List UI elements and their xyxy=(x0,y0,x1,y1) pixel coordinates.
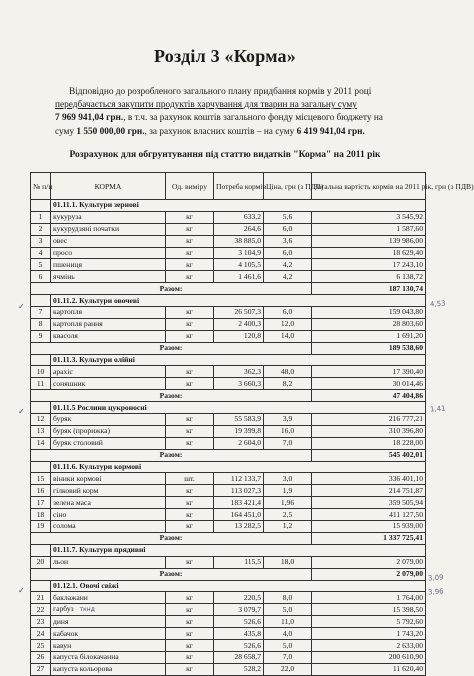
table-row xyxy=(31,604,426,616)
row-need-cell: 26 507,3 xyxy=(214,307,264,319)
row-need-cell: 264,6 xyxy=(214,223,264,235)
row-num-cell: 23 xyxy=(31,616,51,628)
table-row xyxy=(31,473,426,485)
table-row xyxy=(31,271,426,283)
section-total-row xyxy=(31,390,426,402)
section-num-cell xyxy=(31,200,51,212)
table-row xyxy=(31,640,426,652)
row-total-cell: 15 398,50 xyxy=(312,604,426,616)
row-price-cell: 6,0 xyxy=(264,247,312,259)
row-unit-cell: кг xyxy=(166,378,214,390)
section-header-row xyxy=(31,580,426,592)
row-unit-cell: кг xyxy=(166,259,214,271)
row-total-cell: 18 629,40 xyxy=(312,247,426,259)
row-price-cell: 7,0 xyxy=(264,651,312,663)
total-value: 2 079,00 xyxy=(312,568,426,580)
row-total-cell: 2 079,00 xyxy=(312,556,426,568)
table-row xyxy=(31,509,426,521)
row-num-cell: 7 xyxy=(31,307,51,319)
row-need-cell: 3 660,3 xyxy=(214,378,264,390)
row-total-cell: 3 545,92 xyxy=(312,211,426,223)
total-value: 545 402,01 xyxy=(312,449,426,461)
row-name-cell: буряк столовий xyxy=(51,437,166,449)
row-num-cell: 14 xyxy=(31,437,51,449)
row-unit-cell: кг xyxy=(166,592,214,604)
row-name-cell: картопля рання xyxy=(51,318,166,330)
row-need-cell: 164 451,0 xyxy=(214,509,264,521)
check-mark-row-22: ✓ xyxy=(18,586,25,595)
total-label: Разом: xyxy=(31,568,312,580)
table-row xyxy=(31,437,426,449)
row-num-cell: 27 xyxy=(31,663,51,675)
total-label: Разом: xyxy=(31,449,312,461)
row-need-cell: 3 079,7 xyxy=(214,604,264,616)
row-total-cell: 17 243,10 xyxy=(312,259,426,271)
table-row xyxy=(31,628,426,640)
row-price-cell: 1,2 xyxy=(264,521,312,533)
row-name-cell: кукуруза xyxy=(51,211,166,223)
row-need-cell: 362,3 xyxy=(214,366,264,378)
intro-line-4-c: , за рахунок власних коштів – на суму xyxy=(144,126,297,137)
table-row xyxy=(31,592,426,604)
header-total: Загальна вартість кормів на 2011 рік, грн (з ПДВ) xyxy=(312,173,426,200)
row-total-cell: 200 610,90 xyxy=(312,651,426,663)
row-total-cell: 139 986,00 xyxy=(312,235,426,247)
table-row xyxy=(31,616,426,628)
row-name-cell: гарбуз ткнд xyxy=(51,604,166,616)
row-price-cell: 3,6 xyxy=(264,235,312,247)
row-num-cell: 15 xyxy=(31,473,51,485)
row-name-cell: буряк (прорижка) xyxy=(51,425,166,437)
row-price-cell: 18,0 xyxy=(264,556,312,568)
section-total-row xyxy=(31,532,426,544)
section-num-cell xyxy=(31,580,51,592)
total-label: Разом: xyxy=(31,342,312,354)
row-unit-cell: кг xyxy=(166,366,214,378)
intro-line-3 xyxy=(55,112,407,125)
row-price-cell: 3,0 xyxy=(264,473,312,485)
row-price-cell: 4,2 xyxy=(264,259,312,271)
intro-line-2: передбачається закупити продуктів харчування для тварин на загальну суму xyxy=(55,100,357,111)
section-header-row xyxy=(31,295,426,307)
table-row xyxy=(31,259,426,271)
row-price-cell: 8,0 xyxy=(264,592,312,604)
row-price-cell: 6,0 xyxy=(264,223,312,235)
row-name-cell: кавун xyxy=(51,640,166,652)
row-name-cell: квасоля xyxy=(51,330,166,342)
row-name-cell: просо xyxy=(51,247,166,259)
section-num-cell xyxy=(31,354,51,366)
table-row xyxy=(31,307,426,319)
row-num-cell: 22 xyxy=(31,604,51,616)
row-need-cell: 19 399,8 xyxy=(214,425,264,437)
row-num-cell: 11 xyxy=(31,378,51,390)
table-header-row xyxy=(31,173,426,200)
total-label: Разом: xyxy=(31,283,312,295)
row-unit-cell: кг xyxy=(166,425,214,437)
section-num-cell xyxy=(31,461,51,473)
margin-note-3: 3,09 xyxy=(427,573,444,583)
intro-line-4 xyxy=(55,126,407,139)
table-row xyxy=(31,247,426,259)
row-total-cell: 159 043,80 xyxy=(312,307,426,319)
row-name-cell: гілковий корм xyxy=(51,485,166,497)
row-name-cell: сіно xyxy=(51,509,166,521)
calculation-subtitle: Розрахунок для обгрунтування під статтю видатків "Корма" на 2011 рік xyxy=(69,150,381,160)
section-total-row xyxy=(31,342,426,354)
intro-paragraph xyxy=(55,86,407,139)
row-total-cell: 411 127,50 xyxy=(312,509,426,521)
row-price-cell: 16,0 xyxy=(264,425,312,437)
row-unit-cell: кг xyxy=(166,640,214,652)
row-need-cell: 2 604,0 xyxy=(214,437,264,449)
section-total-row xyxy=(31,449,426,461)
row-total-cell: 2 633,00 xyxy=(312,640,426,652)
intro-line-3-text: , в т.ч. за рахунок коштів загального фонду місцевого бюджету на xyxy=(123,113,383,124)
margin-note-1: 4,53 xyxy=(429,299,446,309)
row-unit-cell: шт. xyxy=(166,473,214,485)
row-num-cell: 5 xyxy=(31,259,51,271)
row-num-cell: 26 xyxy=(31,651,51,663)
row-unit-cell: кг xyxy=(166,247,214,259)
table-row xyxy=(31,485,426,497)
row-name-cell: зелена маса xyxy=(51,497,166,509)
row-num-cell: 2 xyxy=(31,223,51,235)
row-name-cell: соняшник xyxy=(51,378,166,390)
section-num-cell xyxy=(31,544,51,556)
intro-line-1: Відповідно до розробленого загального плану придбання кормів у 2011 році xyxy=(69,87,372,97)
total-label: Разом: xyxy=(31,390,312,402)
row-name-cell: диня xyxy=(51,616,166,628)
row-price-cell: 12,0 xyxy=(264,318,312,330)
row-num-cell: 17 xyxy=(31,497,51,509)
row-need-cell: 633,2 xyxy=(214,211,264,223)
row-num-cell: 16 xyxy=(31,485,51,497)
row-unit-cell: кг xyxy=(166,663,214,675)
row-num-cell: 25 xyxy=(31,640,51,652)
section-total-row xyxy=(31,568,426,580)
row-name-cell: ячмінь xyxy=(51,271,166,283)
row-num-cell: 4 xyxy=(31,247,51,259)
table-row xyxy=(31,235,426,247)
row-need-cell: 112 133,7 xyxy=(214,473,264,485)
table-row xyxy=(31,497,426,509)
total-value: 1 337 725,41 xyxy=(312,532,426,544)
row-total-cell: 1 587,60 xyxy=(312,223,426,235)
table-row xyxy=(31,211,426,223)
table-row xyxy=(31,223,426,235)
section-title: 01.11.3. Культури олійні xyxy=(51,354,426,366)
row-price-cell: 7,0 xyxy=(264,437,312,449)
total-sum: 7 969 941,04 грн. xyxy=(55,113,124,124)
row-name-cell: кабачок xyxy=(51,628,166,640)
row-unit-cell: кг xyxy=(166,414,214,426)
section-title: 01.11.6. Культури кормові xyxy=(51,461,426,473)
row-price-cell: 11,0 xyxy=(264,616,312,628)
row-name-cell: кукурудзяні початки xyxy=(51,223,166,235)
row-price-cell: 3,9 xyxy=(264,414,312,426)
row-name-cell: арахіс xyxy=(51,366,166,378)
row-name-cell: буряк xyxy=(51,414,166,426)
row-unit-cell: кг xyxy=(166,223,214,235)
row-price-cell: 5,6 xyxy=(264,211,312,223)
row-total-cell: 28 803,60 xyxy=(312,318,426,330)
row-num-cell: 1 xyxy=(31,211,51,223)
row-need-cell: 183 421,4 xyxy=(214,497,264,509)
row-num-cell: 9 xyxy=(31,330,51,342)
row-total-cell: 336 401,10 xyxy=(312,473,426,485)
row-total-cell: 6 138,72 xyxy=(312,271,426,283)
row-price-cell: 5,0 xyxy=(264,604,312,616)
row-unit-cell: кг xyxy=(166,271,214,283)
row-total-cell: 214 751,87 xyxy=(312,485,426,497)
row-total-cell: 15 939,00 xyxy=(312,521,426,533)
row-unit-cell: кг xyxy=(166,437,214,449)
row-price-cell: 2,5 xyxy=(264,509,312,521)
handwritten-note: ткнд xyxy=(79,606,95,614)
row-need-cell: 528,2 xyxy=(214,663,264,675)
total-value: 189 538,60 xyxy=(312,342,426,354)
row-unit-cell: кг xyxy=(166,616,214,628)
row-need-cell: 220,5 xyxy=(214,592,264,604)
row-unit-cell: кг xyxy=(166,211,214,223)
table-row xyxy=(31,556,426,568)
row-total-cell: 18 228,00 xyxy=(312,437,426,449)
row-num-cell: 20 xyxy=(31,556,51,568)
section-title: 01.12.1. Овочі свіжі xyxy=(51,580,426,592)
header-unit: Од. виміру xyxy=(166,173,214,200)
row-total-cell: 359 505,94 xyxy=(312,497,426,509)
section-title: 01.11.7. Культури прядивні xyxy=(51,544,426,556)
section-header-row xyxy=(31,544,426,556)
table-body xyxy=(31,200,426,676)
total-value: 187 130,74 xyxy=(312,283,426,295)
section-num-cell xyxy=(31,402,51,414)
row-num-cell: 19 xyxy=(31,521,51,533)
row-num-cell: 12 xyxy=(31,414,51,426)
section-title: 01.11.5 Рослини цукроносні xyxy=(51,402,426,414)
row-num-cell: 21 xyxy=(31,592,51,604)
margin-note-4: 3,96 xyxy=(427,587,444,597)
row-need-cell: 113 027,3 xyxy=(214,485,264,497)
row-unit-cell: кг xyxy=(166,509,214,521)
row-need-cell: 526,6 xyxy=(214,616,264,628)
row-unit-cell: кг xyxy=(166,556,214,568)
header-price: Ціна, грн (з ПДВ) xyxy=(264,173,312,200)
row-name-cell: льон xyxy=(51,556,166,568)
table-row xyxy=(31,663,426,675)
section-header-row xyxy=(31,354,426,366)
table-row xyxy=(31,414,426,426)
row-total-cell: 17 390,40 xyxy=(312,366,426,378)
row-need-cell: 28 658,7 xyxy=(214,651,264,663)
general-fund-sum: 1 550 000,00 грн. xyxy=(76,126,145,137)
row-total-cell: 5 792,60 xyxy=(312,616,426,628)
margin-note-2: 1,41 xyxy=(429,404,446,414)
row-name-cell: солома xyxy=(51,521,166,533)
section-title: 01.11.2. Культури овочеві xyxy=(51,295,426,307)
row-price-cell: 8,2 xyxy=(264,378,312,390)
row-unit-cell: кг xyxy=(166,330,214,342)
row-num-cell: 13 xyxy=(31,425,51,437)
row-unit-cell: кг xyxy=(166,651,214,663)
table-row xyxy=(31,378,426,390)
row-unit-cell: кг xyxy=(166,307,214,319)
row-num-cell: 6 xyxy=(31,271,51,283)
row-total-cell: 30 014,46 xyxy=(312,378,426,390)
row-unit-cell: кг xyxy=(166,235,214,247)
row-need-cell: 435,8 xyxy=(214,628,264,640)
total-label: Разом: xyxy=(31,532,312,544)
row-total-cell: 310 396,80 xyxy=(312,425,426,437)
row-total-cell: 1 691,20 xyxy=(312,330,426,342)
header-num: № п/п xyxy=(31,173,51,200)
total-value: 47 404,86 xyxy=(312,390,426,402)
row-total-cell: 1 743,20 xyxy=(312,628,426,640)
row-need-cell: 13 282,5 xyxy=(214,521,264,533)
section-total-row xyxy=(31,283,426,295)
row-name-cell: овес xyxy=(51,235,166,247)
row-need-cell: 120,8 xyxy=(214,330,264,342)
row-need-cell: 115,5 xyxy=(214,556,264,568)
check-mark-row-7: ✓ xyxy=(18,302,25,311)
row-price-cell: 4,0 xyxy=(264,628,312,640)
row-num-cell: 24 xyxy=(31,628,51,640)
header-need: Потреба кормів xyxy=(214,173,264,200)
table-row xyxy=(31,330,426,342)
section-header-row xyxy=(31,461,426,473)
check-mark-row-12: ✓ xyxy=(18,407,25,416)
row-num-cell: 10 xyxy=(31,366,51,378)
row-need-cell: 3 104,9 xyxy=(214,247,264,259)
table-row xyxy=(31,425,426,437)
table-row xyxy=(31,651,426,663)
section-header-row xyxy=(31,200,426,212)
row-need-cell: 1 461,6 xyxy=(214,271,264,283)
row-unit-cell: кг xyxy=(166,485,214,497)
section-title: 01.11.1. Культури зернові xyxy=(51,200,426,212)
row-price-cell: 6,0 xyxy=(264,307,312,319)
row-name-cell: капуста кольорова xyxy=(51,663,166,675)
row-price-cell: 4,2 xyxy=(264,271,312,283)
section-header-row xyxy=(31,402,426,414)
row-name-cell: картопля xyxy=(51,307,166,319)
header-name: КОРМА xyxy=(51,173,166,200)
row-price-cell: 14,0 xyxy=(264,330,312,342)
row-name-cell: капуста білокачанна xyxy=(51,651,166,663)
intro-line-4-a: суму xyxy=(55,126,77,137)
row-price-cell: 5,0 xyxy=(264,640,312,652)
row-unit-cell: кг xyxy=(166,604,214,616)
row-price-cell: 1,96 xyxy=(264,497,312,509)
row-num-cell: 18 xyxy=(31,509,51,521)
row-need-cell: 55 583,9 xyxy=(214,414,264,426)
row-num-cell: 3 xyxy=(31,235,51,247)
row-unit-cell: кг xyxy=(166,318,214,330)
row-name-cell: баклажани xyxy=(51,592,166,604)
row-unit-cell: кг xyxy=(166,497,214,509)
row-name-cell: пшениця xyxy=(51,259,166,271)
table-row xyxy=(31,521,426,533)
row-name-cell: віники кормові xyxy=(51,473,166,485)
section-title: Розділ 3 «Корма» xyxy=(154,46,296,66)
table-row xyxy=(31,366,426,378)
row-price-cell: 1,9 xyxy=(264,485,312,497)
row-price-cell: 48,0 xyxy=(264,366,312,378)
table-row xyxy=(31,318,426,330)
row-total-cell: 1 764,00 xyxy=(312,592,426,604)
row-total-cell: 11 620,40 xyxy=(312,663,426,675)
row-need-cell: 2 400,3 xyxy=(214,318,264,330)
row-need-cell: 38 885,0 xyxy=(214,235,264,247)
row-total-cell: 216 777,21 xyxy=(312,414,426,426)
row-price-cell: 22,0 xyxy=(264,663,312,675)
row-need-cell: 526,6 xyxy=(214,640,264,652)
row-unit-cell: кг xyxy=(166,628,214,640)
row-unit-cell: кг xyxy=(166,521,214,533)
own-funds-sum: 6 419 941,04 грн. xyxy=(296,126,365,137)
row-need-cell: 4 105,5 xyxy=(214,259,264,271)
row-num-cell: 8 xyxy=(31,318,51,330)
section-num-cell xyxy=(31,295,51,307)
